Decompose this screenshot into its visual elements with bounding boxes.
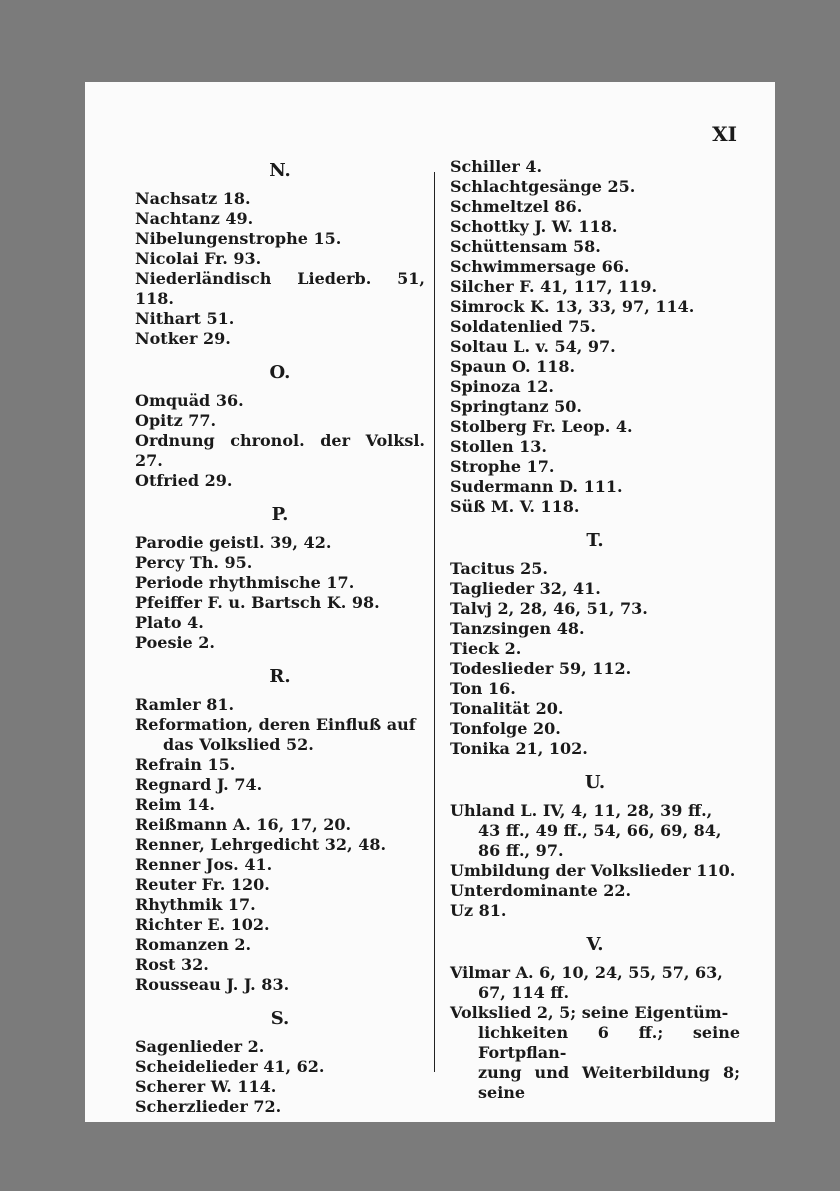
index-entry: Refrain 15. <box>135 755 236 774</box>
index-entry: Opitz 77. <box>135 411 217 430</box>
index-entry: Plato 4. <box>135 613 204 632</box>
index-entry: Otfried 29. <box>135 471 233 490</box>
index-entry: Ton 16. <box>450 679 516 698</box>
index-entry: Sudermann D. 111. <box>450 477 623 496</box>
index-entry: Reuter Fr. 120. <box>135 875 270 894</box>
index-entry: Tonalität 20. <box>450 699 564 718</box>
index-entry: Nithart 51. <box>135 309 235 328</box>
index-entry: Talvj 2, 28, 46, 51, 73. <box>450 599 648 618</box>
section-letter: N. <box>269 160 291 181</box>
index-entry: Taglieder 32, 41. <box>450 579 601 598</box>
column-divider <box>434 172 435 1072</box>
index-entry: Rhythmik 17. <box>135 895 256 914</box>
index-entry: Unterdominante 22. <box>450 881 632 900</box>
section-letter: S. <box>270 1008 290 1029</box>
index-entry: Spaun O. 118. <box>450 357 576 376</box>
index-entry: Schiller 4. <box>450 157 543 176</box>
index-entry: Volkslied 2, 5; seine Eigentüm- <box>450 1003 729 1022</box>
index-entry: Nachtanz 49. <box>135 209 254 228</box>
right-column <box>450 157 740 1103</box>
index-entry: Nibelungenstrophe 15. <box>135 229 342 248</box>
page-number: XI <box>712 122 737 146</box>
index-entry: Niederländisch Liederb. 51, 118. <box>135 269 425 308</box>
index-entry: 67, 114 ff. <box>478 983 570 1002</box>
index-entry: Reformation, deren Einfluß auf <box>135 715 416 734</box>
index-section <box>450 931 740 1103</box>
index-entry: Ramler 81. <box>135 695 235 714</box>
index-entry: Simrock K. 13, 33, 97, 114. <box>450 297 695 316</box>
section-letter: T. <box>586 530 604 551</box>
index-entry: Renner, Lehrgedicht 32, 48. <box>135 835 387 854</box>
index-entry: Stollen 13. <box>450 437 547 456</box>
index-section <box>450 157 740 517</box>
index-entry: Scheidelieder 41, 62. <box>135 1057 325 1076</box>
index-section <box>135 663 425 995</box>
section-letter: O. <box>269 362 291 383</box>
index-entry: Süß M. V. 118. <box>450 497 580 516</box>
index-entry: das Volkslied 52. <box>163 735 314 754</box>
index-entry: Stolberg Fr. Leop. 4. <box>450 417 633 436</box>
index-entry: Parodie geistl. 39, 42. <box>135 533 332 552</box>
index-entry: Silcher F. 41, 117, 119. <box>450 277 658 296</box>
index-entry: 86 ff., 97. <box>478 841 564 860</box>
index-entry: Schmeltzel 86. <box>450 197 583 216</box>
index-entry: Periode rhythmische 17. <box>135 573 355 592</box>
index-entry: Tanzsingen 48. <box>450 619 585 638</box>
index-entry: Regnard J. 74. <box>135 775 263 794</box>
index-entry: Reißmann A. 16, 17, 20. <box>135 815 352 834</box>
index-entry: Tieck 2. <box>450 639 522 658</box>
index-section <box>135 1005 425 1117</box>
section-letter: U. <box>584 772 606 793</box>
index-entry: Soldatenlied 75. <box>450 317 596 336</box>
index-entry: 43 ff., 49 ff., 54, 66, 69, 84, <box>478 821 722 840</box>
index-entry: Tacitus 25. <box>450 559 548 578</box>
index-entry: Vilmar A. 6, 10, 24, 55, 57, 63, <box>450 963 723 982</box>
index-entry: zung und Weiterbildung 8; seine <box>478 1063 740 1102</box>
index-entry: Nachsatz 18. <box>135 189 251 208</box>
index-entry: Umbildung der Volkslieder 110. <box>450 861 736 880</box>
index-entry: Reim 14. <box>135 795 215 814</box>
index-entry: Richter E. 102. <box>135 915 270 934</box>
index-entry: Renner Jos. 41. <box>135 855 273 874</box>
index-entry: Schlachtgesänge 25. <box>450 177 636 196</box>
section-letter: V. <box>586 934 604 955</box>
index-entry: Scherer W. 114. <box>135 1077 277 1096</box>
index-entry: Schwimmersage 66. <box>450 257 630 276</box>
index-section <box>450 769 740 921</box>
index-entry: Scherzlieder 72. <box>135 1097 282 1116</box>
book-page <box>85 82 775 1122</box>
index-entry: Tonfolge 20. <box>450 719 561 738</box>
section-letter: R. <box>269 666 291 687</box>
index-entry: Poesie 2. <box>135 633 215 652</box>
index-entry: Romanzen 2. <box>135 935 252 954</box>
index-entry: Nicolai Fr. 93. <box>135 249 262 268</box>
index-entry: Tonika 21, 102. <box>450 739 588 758</box>
index-entry: Strophe 17. <box>450 457 555 476</box>
index-entry: Soltau L. v. 54, 97. <box>450 337 616 356</box>
index-entry: Todeslieder 59, 112. <box>450 659 632 678</box>
index-section <box>135 501 425 653</box>
left-column <box>135 157 425 1117</box>
index-entry: Omquäd 36. <box>135 391 244 410</box>
index-entry: Ordnung chronol. der Volksl. 27. <box>135 431 425 470</box>
index-section <box>450 527 740 759</box>
index-entry: Rousseau J. J. 83. <box>135 975 290 994</box>
index-section <box>135 359 425 491</box>
index-entry: Springtanz 50. <box>450 397 582 416</box>
index-entry: Sagenlieder 2. <box>135 1037 265 1056</box>
index-entry: Uz 81. <box>450 901 507 920</box>
section-letter: P. <box>271 504 289 525</box>
index-section <box>135 157 425 349</box>
index-entry: Uhland L. IV, 4, 11, 28, 39 ff., <box>450 801 713 820</box>
index-entry: Pfeiffer F. u. Bartsch K. 98. <box>135 593 380 612</box>
index-entry: Schüttensam 58. <box>450 237 601 256</box>
index-entry: Percy Th. 95. <box>135 553 253 572</box>
index-entry: Rost 32. <box>135 955 209 974</box>
index-entry: Schottky J. W. 118. <box>450 217 618 236</box>
index-entry: Notker 29. <box>135 329 231 348</box>
index-entry: lichkeiten 6 ff.; seine Fortpflan- <box>478 1023 740 1062</box>
index-entry: Spinoza 12. <box>450 377 554 396</box>
